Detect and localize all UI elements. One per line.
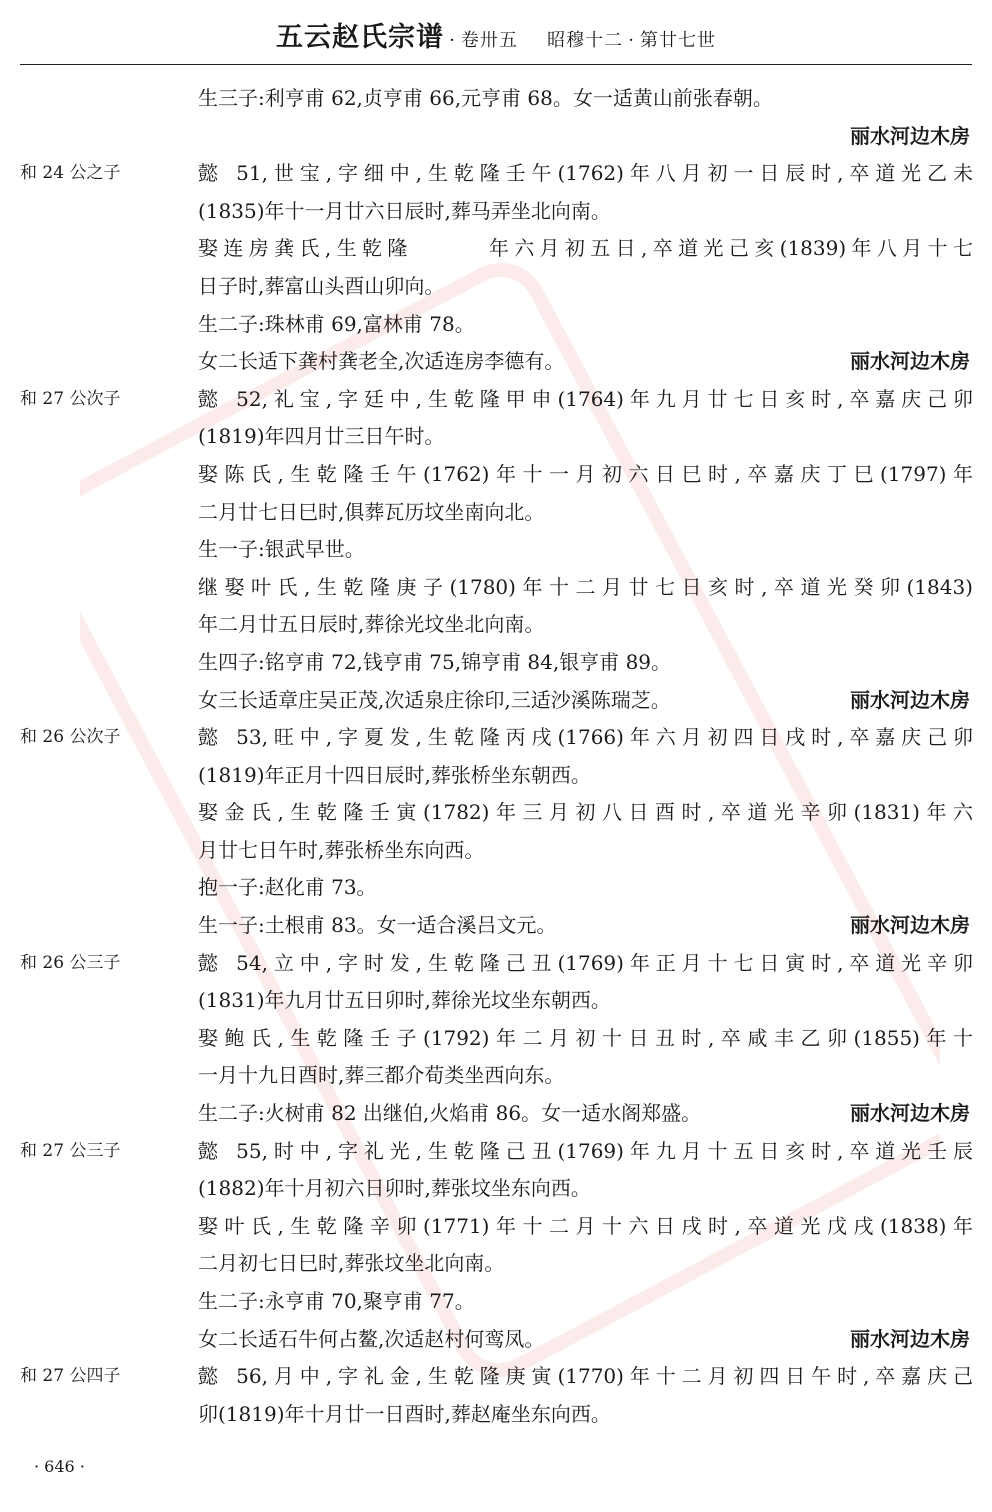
house-label: 丽水河边木房	[850, 913, 970, 938]
text-line	[0, 1245, 992, 1283]
text-line	[0, 531, 992, 569]
text-line	[0, 456, 992, 494]
text-line	[0, 118, 992, 156]
text-line	[0, 682, 992, 720]
text-line	[0, 869, 992, 907]
text-line	[0, 155, 992, 193]
entry-text: 生二子:珠林甫 69,富林甫 78。	[198, 311, 475, 336]
text-line	[0, 268, 992, 306]
text-line	[0, 80, 992, 118]
entry-text: 懿 53,旺中,字夏发,生乾隆丙戌(1766)年六月初四日戌时,卒嘉庆己卯	[198, 725, 973, 750]
text-line	[0, 494, 992, 532]
entry-text: (1831)年九月廿五日卯时,葬徐光坟坐东朝西。	[198, 988, 611, 1013]
entry-text: 娶金氏,生乾隆壬寅(1782)年三月初八日酉时,卒道光辛卯(1831)年六	[198, 800, 973, 825]
text-line	[0, 1095, 992, 1133]
entry-text: 女二长适石牛何占鳌,次适赵村何鸾凤。	[198, 1326, 545, 1351]
text-line	[0, 719, 992, 757]
entry-text: 娶叶氏,生乾隆辛卯(1771)年十二月十六日戌时,卒道光戊戌(1838)年	[198, 1213, 973, 1238]
text-line	[0, 1358, 992, 1396]
entry-text: 娶鲍氏,生乾隆壬子(1792)年二月初十日丑时,卒咸丰乙卯(1855)年十	[198, 1025, 973, 1050]
text-line	[0, 757, 992, 795]
text-line	[0, 193, 992, 231]
section-label: 昭穆十二	[547, 30, 624, 51]
lineage-note: 和 26 公次子	[20, 727, 121, 748]
entry-text: 懿 55,时中,字礼光,生乾隆己丑(1769)年九月十五日亥时,卒道光壬辰	[198, 1138, 973, 1163]
entry-text: (1819)年正月十四日辰时,葬张桥坐东朝西。	[198, 762, 591, 787]
entry-text: (1835)年十一月廿六日辰时,葬马弄坐北向南。	[198, 198, 611, 223]
text-line	[0, 1396, 992, 1434]
text-line	[0, 230, 992, 268]
header-separator-2: ·	[628, 30, 635, 51]
lineage-note: 和 27 公次子	[20, 388, 121, 409]
entry-text: (1882)年十月初六日卯时,葬张坟坐东向西。	[198, 1176, 591, 1201]
header-rule	[20, 64, 972, 65]
entry-text: 年二月廿五日辰时,葬徐光坟坐北向南。	[198, 612, 545, 637]
text-line	[0, 1057, 992, 1095]
house-label: 丽水河边木房	[850, 1101, 970, 1126]
entry-text: 女三长适章庄吴正茂,次适泉庄徐印,三适沙溪陈瑞芝。	[198, 687, 671, 712]
entry-text: 娶陈氏,生乾隆壬午(1762)年十一月初六日巳时,卒嘉庆丁巳(1797)年	[198, 461, 973, 486]
text-line	[0, 945, 992, 983]
entry-text: 生一子:银武早世。	[198, 537, 365, 562]
entry-text: 懿 56,月中,字礼金,生乾隆庚寅(1770)年十二月初四日午时,卒嘉庆己	[198, 1364, 973, 1389]
house-label: 丽水河边木房	[850, 687, 970, 712]
text-line	[0, 1321, 992, 1359]
entry-text: 二月初七日巳时,葬张坟坐北向南。	[198, 1251, 505, 1276]
text-line	[0, 381, 992, 419]
genealogy-entries	[0, 80, 992, 1433]
lineage-note: 和 27 公四子	[20, 1366, 121, 1387]
header-separator: ·	[449, 30, 456, 51]
book-title: 五云赵氏宗谱	[275, 22, 444, 53]
entry-text: 日子时,葬富山头酉山卯向。	[198, 273, 445, 298]
entry-text: 懿 54,立中,字时发,生乾隆己丑(1769)年正月十七日寅时,卒道光辛卯	[198, 950, 973, 975]
entry-text: 继娶叶氏,生乾隆庚子(1780)年十二月廿七日亥时,卒道光癸卯(1843)	[198, 574, 973, 599]
entry-text: 生一子:土根甫 83。女一适合溪吕文元。	[198, 913, 557, 938]
entry-text: 抱一子:赵化甫 73。	[198, 875, 377, 900]
text-line	[0, 1208, 992, 1246]
text-line	[0, 1283, 992, 1321]
generation-label: 第廿七世	[640, 30, 717, 51]
page-header	[0, 18, 992, 61]
lineage-note: 和 24 公之子	[20, 163, 121, 184]
entry-text: 一月十九日酉时,葬三都介荀类坐西向东。	[198, 1063, 565, 1088]
text-line	[0, 569, 992, 607]
text-line	[0, 907, 992, 945]
entry-text: 生四子:铭亨甫 72,钱亨甫 75,锦亨甫 84,银亨甫 89。	[198, 649, 672, 674]
entry-text: 生三子:利亨甫 62,贞亨甫 66,元亨甫 68。女一适黄山前张春朝。	[198, 86, 773, 110]
house-label: 丽水河边木房	[850, 349, 970, 374]
entry-text: 生二子:火树甫 82 出继伯,火焰甫 86。女一适水阁郑盛。	[198, 1101, 702, 1126]
volume-label: 卷卅五	[460, 30, 518, 51]
house-label: 丽水河边木房	[850, 1326, 970, 1351]
text-line	[0, 606, 992, 644]
entry-text: 懿 52,礼宝,字廷中,生乾隆甲申(1764)年九月廿七日亥时,卒嘉庆己卯	[198, 386, 973, 411]
text-line	[0, 794, 992, 832]
lineage-note: 和 27 公三子	[20, 1140, 121, 1161]
text-line	[0, 1133, 992, 1171]
text-line	[0, 1020, 992, 1058]
entry-text: 二月廿七日巳时,俱葬瓦历坟坐南向北。	[198, 499, 545, 524]
page-number: · 646 ·	[34, 1457, 85, 1476]
text-line	[0, 644, 992, 682]
entry-text: 卯(1819)年十月廿一日酉时,葬赵庵坐东向西。	[198, 1401, 611, 1426]
text-line	[0, 982, 992, 1020]
entry-text: 女二长适下龚村龚老全,次适连房李德有。	[198, 349, 565, 374]
entry-text: 月廿七日午时,葬张桥坐东向西。	[198, 837, 485, 862]
text-line	[0, 306, 992, 344]
house-label: 丽水河边木房	[850, 123, 970, 148]
text-line	[0, 343, 992, 381]
text-line	[0, 832, 992, 870]
lineage-note: 和 26 公三子	[20, 952, 121, 973]
entry-text: 懿 51,世宝,字细中,生乾隆壬午(1762)年八月初一日辰时,卒道光乙未	[198, 161, 973, 186]
entry-text: 生二子:永亨甫 70,聚亨甫 77。	[198, 1289, 475, 1313]
entry-text: 娶连房龚氏,生乾隆 年六月初五日,卒道光己亥(1839)年八月十七	[198, 236, 973, 261]
text-line	[0, 418, 992, 456]
text-line	[0, 1170, 992, 1208]
entry-text: (1819)年四月廿三日午时。	[198, 424, 445, 449]
